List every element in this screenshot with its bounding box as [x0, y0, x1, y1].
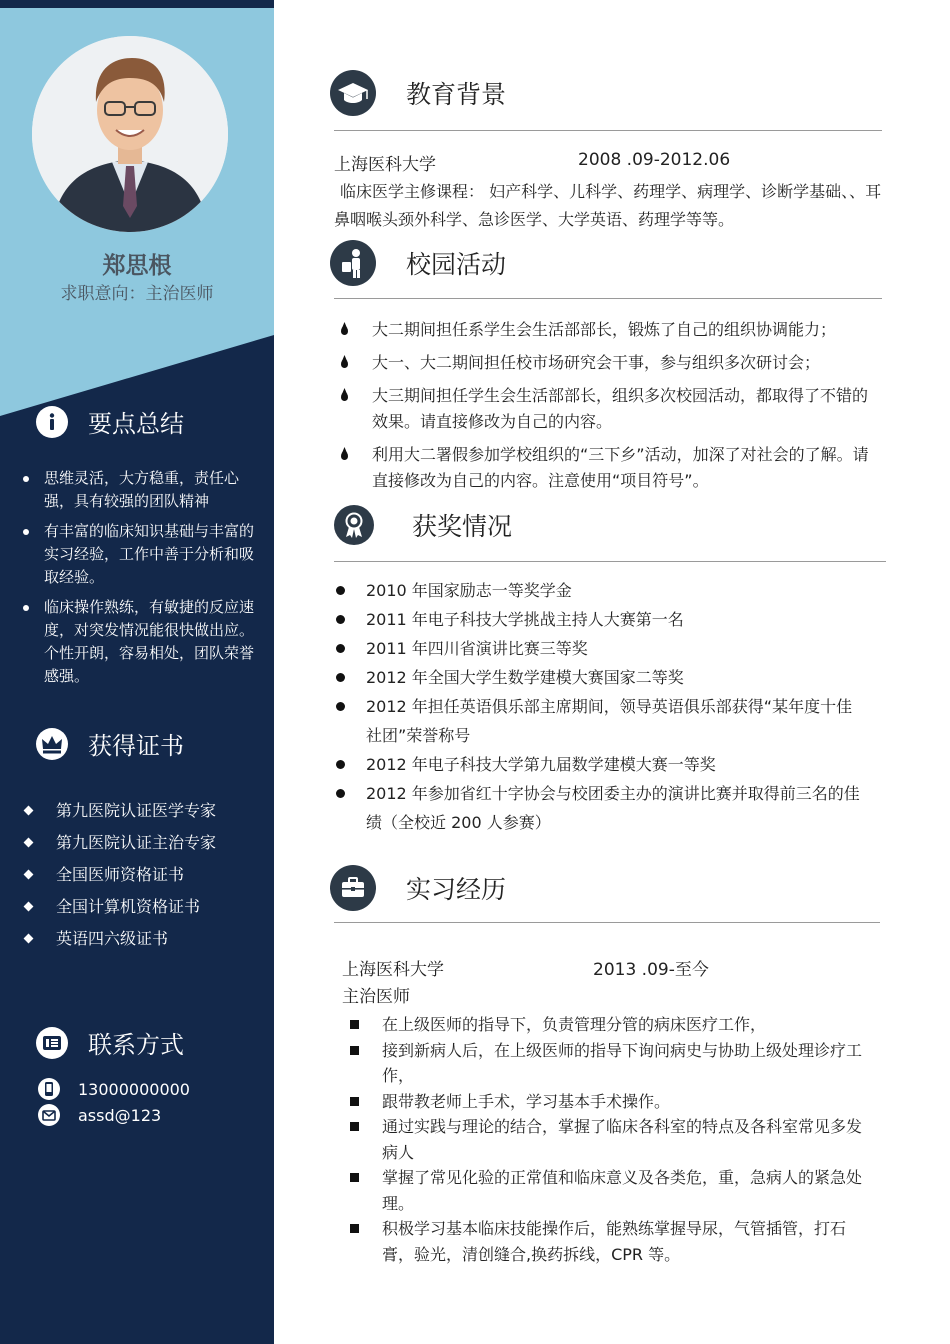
- campus-item: 利用大二署假参加学校组织的“三下乡”活动，加深了对社会的了解。请直接修改为自己的内容。注意使用“项目符号”。: [338, 442, 882, 494]
- campus-item: 大三期间担任学生会生活部部长，组织多次校园活动，都取得了不错的效果。请直接修改为自己的内容。: [338, 383, 882, 435]
- award-item: 2011 年四川省演讲比赛三等奖: [334, 634, 864, 663]
- email-address[interactable]: assd@123: [78, 1105, 162, 1125]
- contact-title: 联系方式: [88, 1031, 184, 1059]
- campus-divider: [334, 298, 882, 299]
- certs-title: 获得证书: [88, 732, 184, 760]
- education-divider: [334, 130, 882, 131]
- education-period: 2008 .09-2012.06: [578, 150, 731, 170]
- summary-item: 思维灵活，大方稳重，责任心强，具有较强的团队精神: [22, 467, 258, 513]
- education-heading: [330, 70, 506, 116]
- briefcase-icon: [330, 865, 376, 911]
- crown-icon: [36, 728, 68, 760]
- medal-icon: [334, 505, 374, 545]
- award-item: 2012 年担任英语俱乐部主席期间，领导英语俱乐部获得“某年度十佳社团”荣誉称号: [334, 692, 864, 750]
- contact-card-icon: [36, 1027, 68, 1059]
- internship-org: 上海医科大学: [342, 960, 444, 980]
- internship-list: [344, 1012, 868, 1267]
- award-item: 2012 年电子科技大学第九届数学建模大赛一等奖: [334, 750, 864, 779]
- certs-list: [22, 795, 262, 955]
- award-item: 2012 年参加省红十字协会与校团委主办的演讲比赛并取得前三名的佳绩（全校近 200 人参赛）: [334, 779, 864, 837]
- internship-role: 主治医师: [342, 987, 410, 1007]
- award-item: 2012 年全国大学生数学建模大赛国家二等奖: [334, 663, 864, 692]
- summary-heading: [36, 404, 184, 439]
- campus-item: 大二期间担任系学生会生活部部长，锻炼了自己的组织协调能力；: [338, 317, 882, 343]
- internship-period: 2013 .09-至今: [593, 960, 709, 980]
- campus-group-icon: [330, 240, 376, 286]
- cert-item: 全国医师资格证书: [22, 859, 262, 891]
- internship-item: 跟带教老师上手术，学习基本手术操作。: [344, 1089, 868, 1115]
- graduation-cap-icon: [330, 70, 376, 116]
- certs-heading: [36, 726, 184, 761]
- candidate-name: 郑思根: [102, 253, 172, 279]
- campus-item: 大一、大二期间担任校市场研究会干事，参与组织多次研讨会；: [338, 350, 882, 376]
- avatar: [32, 36, 228, 232]
- summary-list: [22, 467, 258, 695]
- education-school: 上海医科大学: [334, 155, 436, 175]
- job-intent: 求职意向：主治医师: [60, 284, 214, 304]
- education-title: 教育背景: [406, 80, 507, 109]
- award-item: 2011 年电子科技大学挑战主持人大赛第一名: [334, 605, 864, 634]
- award-item: 2010 年国家励志一等奖学金: [334, 576, 864, 605]
- internship-item: 通过实践与理论的结合，掌握了临床各科室的特点及各科室常见多发病人: [344, 1114, 868, 1165]
- cert-item: 第九医院认证医学专家: [22, 795, 262, 827]
- internship-divider: [334, 922, 880, 923]
- internship-item: 掌握了常见化验的正常值和临床意义及各类危，重，急病人的紧急处理。: [344, 1165, 868, 1216]
- internship-heading: [330, 865, 506, 911]
- contact-heading: [36, 1025, 184, 1060]
- campus-heading: [330, 240, 506, 286]
- awards-heading: [334, 505, 512, 545]
- internship-title: 实习经历: [406, 875, 507, 904]
- cert-item: 第九医院认证主治专家: [22, 827, 262, 859]
- campus-list: [338, 317, 882, 501]
- internship-item: 积极学习基本临床技能操作后，能熟练掌握导尿，气管插管，打石膏，验光，清创缝合,换药拆线，CPR 等。: [344, 1216, 868, 1267]
- phone-icon: [38, 1078, 60, 1100]
- envelope-icon: [38, 1104, 60, 1126]
- avatar-person-illustration: [32, 36, 228, 232]
- cert-item: 全国计算机资格证书: [22, 891, 262, 923]
- sidebar-top-bar: [0, 0, 274, 8]
- awards-list: [334, 576, 864, 837]
- internship-item: 在上级医师的指导下，负责管理分管的病床医疗工作，: [344, 1012, 868, 1038]
- cert-item: 英语四六级证书: [22, 923, 262, 955]
- sidebar: [0, 0, 274, 1344]
- awards-divider: [334, 561, 886, 562]
- internship-item: 接到新病人后，在上级医师的指导下询问病史与协助上级处理诊疗工作，: [344, 1038, 868, 1089]
- summary-item: 有丰富的临床知识基础与丰富的实习经验，工作中善于分析和吸取经验。: [22, 520, 258, 589]
- education-courses: 临床医学主修课程： 妇产科学、儿科学、药理学、病理学、诊断学基础、、耳鼻咽喉头颈外科学、急诊医学、大学英语、药理学等等。: [334, 182, 882, 229]
- info-icon: [36, 406, 68, 438]
- campus-title: 校园活动: [406, 250, 507, 279]
- contact-email: [38, 1104, 161, 1126]
- summary-item: 临床操作熟练，有敏捷的反应速度，对突发情况能很快做出应。个性开朗，容易相处，团队荣誉感强。: [22, 596, 258, 688]
- summary-title: 要点总结: [88, 410, 184, 438]
- contact-phone: [38, 1078, 190, 1100]
- awards-title: 获奖情况: [412, 512, 513, 541]
- phone-number[interactable]: 13000000000: [78, 1079, 190, 1099]
